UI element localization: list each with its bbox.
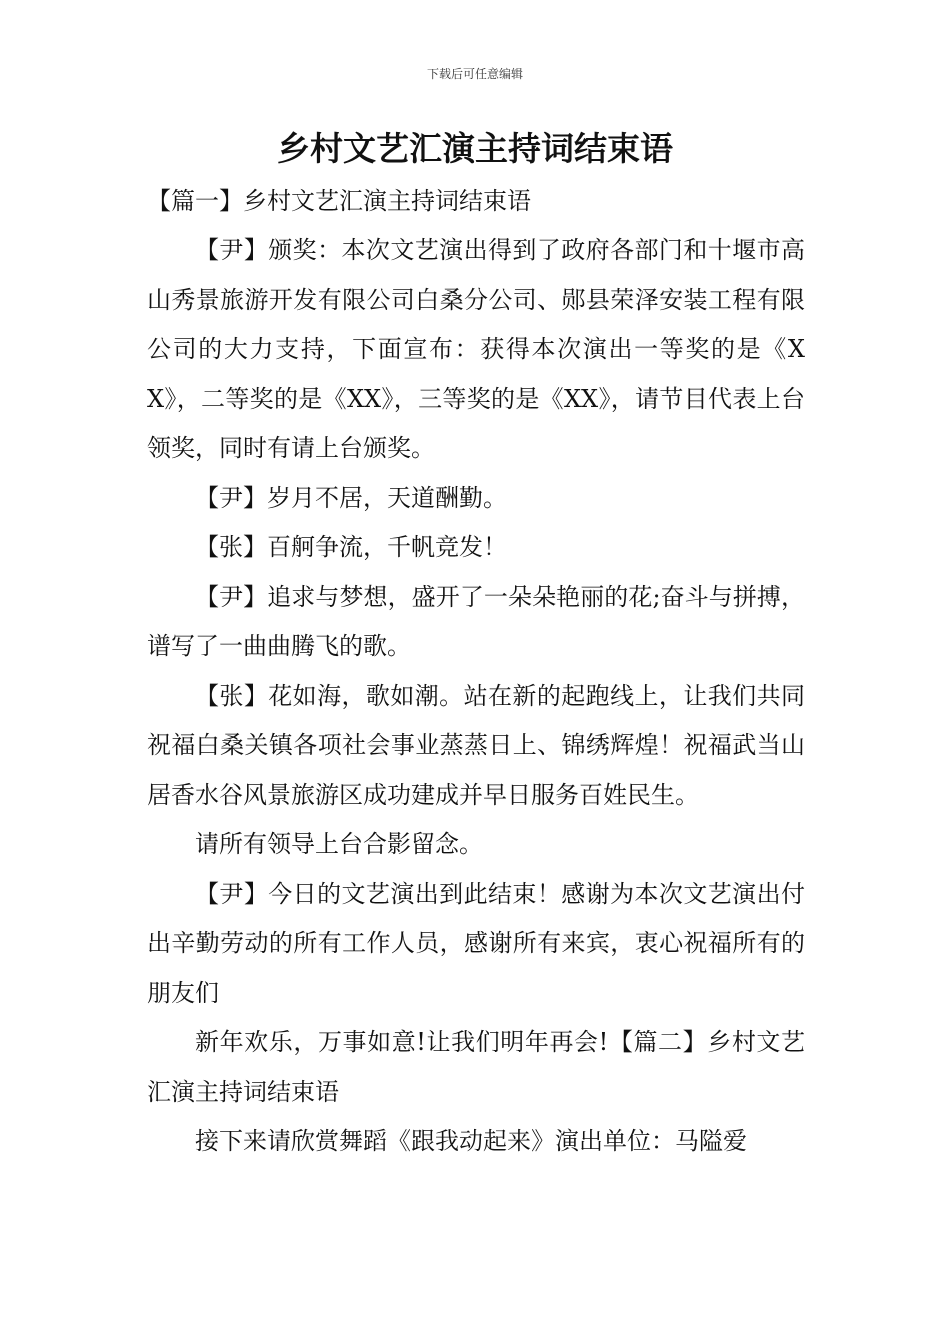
paragraph-dance: 接下来请欣赏舞蹈《跟我动起来》演出单位：马隘爱 <box>195 1127 747 1155</box>
paragraph-yin-1: 【尹】岁月不居，天道酬勤。 <box>195 483 507 512</box>
paragraph-award: 【尹】颁奖：本次文艺演出得到了政府各部门和十堰市高山秀景旅游开发有限公司白桑分公司、郧县荣泽安装工程有限公司的大力支持，下面宣布：获得本次演出一等奖的是《XX》，二等奖的是《XX》，三等奖的是《XX》，请节目代表上台领奖，同时有请上台颁奖。 <box>147 236 805 462</box>
document-body <box>147 226 805 1167</box>
paragraph-closing: 【尹】今日的文艺演出到此结束！感谢为本次文艺演出付出辛勤劳动的所有工作人员，感谢所有来宾，衷心祝福所有的朋友们 <box>147 879 805 1007</box>
paragraph-zhang-1: 【张】百舸争流，千帆竞发！ <box>195 533 507 561</box>
paragraph-yin-2: 【尹】追求与梦想，盛开了一朵朵艳丽的花;奋斗与拼搏，谱写了一曲曲腾飞的歌。 <box>147 582 805 660</box>
section-heading: 【篇一】乡村文艺汇演主持词结束语 <box>147 187 531 215</box>
paragraph-photo: 请所有领导上台合影留念。 <box>195 830 483 858</box>
document-title: 乡村文艺汇演主持词结束语 <box>277 129 673 168</box>
paragraph-new-year: 新年欢乐，万事如意!让我们明年再会!【篇二】乡村文艺汇演主持词结束语 <box>147 1028 805 1106</box>
paragraph-zhang-2: 【张】花如海，歌如潮。站在新的起跑线上，让我们共同祝福白桑关镇各项社会事业蒸蒸日上、锦绣辉煌！祝福武当山居香水谷风景旅游区成功建成并早日服务百姓民生。 <box>147 681 805 809</box>
page-header-note: 下载后可任意编辑 <box>426 67 523 81</box>
